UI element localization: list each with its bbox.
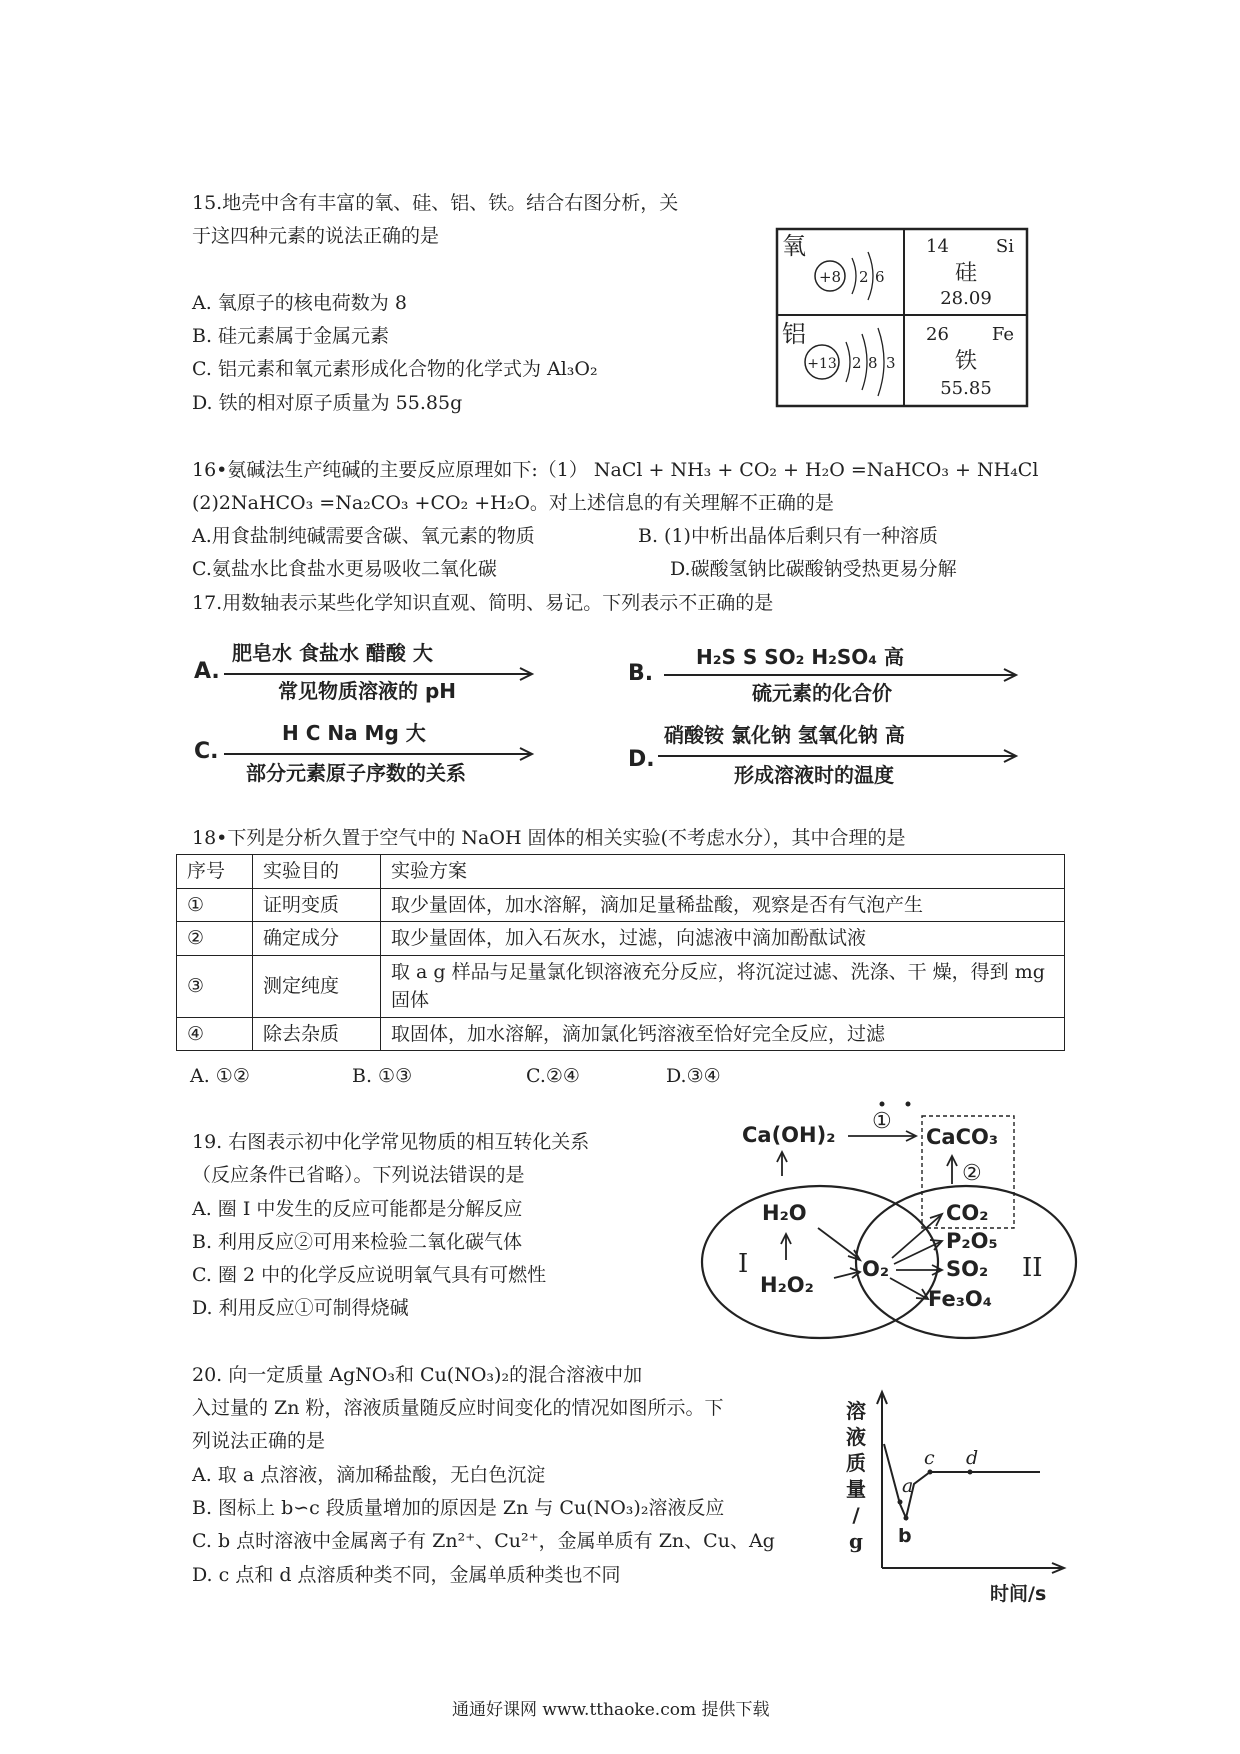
oxygen-nucleus-charge: +8: [818, 268, 842, 286]
iron-number: 26: [926, 324, 949, 345]
q19-option-a: A. 圈 I 中发生的反应可能都是分解反应: [192, 1198, 523, 1220]
table-row: [177, 922, 1065, 956]
q18-stem: 18•下列是分析久置于空气中的 NaOH 固体的相关实验(不考虑水分），其中合理的是: [192, 827, 906, 849]
circle-1-label: I: [738, 1249, 749, 1279]
oxygen-shell-1-electrons: 2: [859, 268, 869, 286]
svg-text:H₂S S SO₂ H₂SO₄ 高: H₂S S SO₂ H₂SO₄ 高: [696, 645, 904, 669]
point-b-label: b: [898, 1525, 912, 1547]
point-b: [904, 1516, 909, 1521]
q15-option-b: B. 硅元素属于金属元素: [192, 325, 390, 347]
row-index: ③: [177, 955, 253, 1017]
fe3o4-label: Fe₃O₄: [928, 1287, 992, 1311]
x-axis-label: 时间/s: [990, 1583, 1047, 1605]
q20-line2: 入过量的 Zn 粉，溶液质量随反应时间变化的情况如图所示。下: [192, 1397, 724, 1419]
point-d-label: d: [966, 1447, 979, 1469]
header-plan: 实验方案: [381, 855, 1065, 889]
q19-option-b: B. 利用反应②可用来检验二氧化碳气体: [192, 1231, 523, 1253]
point-c: [928, 1470, 933, 1475]
circle-2-label: II: [1022, 1253, 1043, 1283]
y-axis-label-char: g: [849, 1529, 863, 1553]
point-d: [968, 1470, 973, 1475]
q15-option-a: A. 氧原子的核电荷数为 8: [192, 292, 407, 314]
svg-text:C.: C.: [194, 739, 219, 764]
y-axis-label: [846, 1399, 866, 1553]
p2o5-label: P₂O₅: [946, 1229, 998, 1253]
q16-option-d: D.碳酸氢钠比碳酸钠受热更易分解: [670, 558, 957, 580]
point-a: [898, 1500, 903, 1505]
reaction-1-label: ①: [872, 1109, 892, 1134]
q18-answer-a: A. ①②: [190, 1065, 250, 1087]
iron-name: 铁: [954, 349, 978, 374]
q16-option-a: A.用食盐制纯碱需要含碳、氧元素的物质: [192, 525, 535, 547]
y-axis-label-char: 质: [846, 1451, 866, 1475]
q18-answer-c: C.②④: [526, 1065, 580, 1087]
row-purpose: 测定纯度: [253, 955, 381, 1017]
so2-label: SO₂: [946, 1257, 989, 1281]
q19-line1: 19. 右图表示初中化学常见物质的相互转化关系: [192, 1131, 590, 1153]
mass-time-chart: [840, 1384, 1080, 1610]
svg-text:H C Na Mg 大: H C Na Mg 大: [282, 721, 426, 745]
q16-option-b: B. (1)中析出晶体后剩只有一种溶质: [638, 525, 938, 547]
svg-text:肥皂水 食盐水 醋酸 大: 肥皂水 食盐水 醋酸 大: [232, 641, 433, 665]
oxygen-shell-1: [852, 258, 856, 294]
silicon-mass: 28.09: [940, 288, 992, 309]
svg-text:B.: B.: [628, 661, 654, 686]
table-row: [177, 1017, 1065, 1051]
aluminium-shell-1-electrons: 2: [852, 354, 862, 372]
q20-option-a: A. 取 a 点溶液，滴加稀盐酸，无白色沉淀: [192, 1464, 546, 1486]
h2o-label: H₂O: [762, 1201, 807, 1225]
row-index: ①: [177, 888, 253, 922]
number-line-d: [624, 718, 1024, 798]
q19-option-d: D. 利用反应①可制得烧碱: [192, 1297, 409, 1319]
iron-mass: 55.85: [940, 378, 992, 399]
aluminium-nucleus-charge: +13: [807, 356, 837, 372]
row-plan: 取 a g 样品与足量氯化钡溶液充分反应，将沉淀过滤、洗涤、干 燥，得到 mg 固体: [381, 955, 1065, 1017]
q20-line3: 列说法正确的是: [192, 1430, 326, 1452]
q19-line2: （反应条件已省略）。下列说法错误的是: [192, 1164, 525, 1186]
q15-option-d: D. 铁的相对原子质量为 55.85g: [192, 392, 463, 414]
q20-option-c: C. b 点时溶液中金属离子有 Zn²⁺、Cu²⁺，金属单质有 Zn、Cu、Ag: [192, 1530, 775, 1552]
y-axis-label-char: 液: [846, 1425, 866, 1449]
reaction-2-label: ②: [962, 1161, 982, 1186]
number-line-a: [190, 640, 550, 720]
caco3-label: CaCO₃: [926, 1125, 999, 1149]
conversion-diagram: [690, 1090, 1090, 1350]
row-plan: 取固体，加水溶解，滴加氯化钙溶液至恰好完全反应，过滤: [381, 1017, 1065, 1051]
q18-answer-d: D.③④: [666, 1065, 721, 1087]
number-line-c: [190, 718, 550, 798]
aluminium-name: 铝: [782, 320, 806, 348]
q16-line1: 16•氨碱法生产纯碱的主要反应原理如下:（1） NaCl + NH₃ + CO₂ + H₂O =NaHCO₃ + NH₄Cl: [192, 459, 1039, 481]
oxygen-name: 氧: [782, 232, 806, 260]
silicon-name: 硅: [954, 261, 978, 286]
q17-stem: 17.用数轴表示某些化学知识直观、简明、易记。下列表示不正确的是: [192, 592, 774, 614]
element-info-figure: [776, 228, 1030, 408]
row-plan: 取少量固体，加水溶解，滴加足量稀盐酸，观察是否有气泡产生: [381, 888, 1065, 922]
aluminium-shell-3: [878, 328, 884, 396]
silicon-number: 14: [926, 236, 949, 257]
oxygen-shell-2-electrons: 6: [875, 268, 885, 286]
table-row: [177, 955, 1065, 1017]
point-c-label: c: [924, 1447, 935, 1469]
number-line-b: [624, 640, 1024, 720]
svg-text:A.: A.: [194, 659, 220, 684]
q18-answer-b: B. ①③: [352, 1065, 413, 1087]
iron-symbol: Fe: [991, 324, 1014, 345]
y-axis-label-char: /: [852, 1503, 860, 1527]
row-index: ④: [177, 1017, 253, 1051]
q16-option-c: C.氨盐水比食盐水更易吸收二氧化碳: [192, 558, 497, 580]
caoh2-label: Ca(OH)₂: [742, 1123, 836, 1147]
svg-text:D.: D.: [628, 747, 655, 772]
table-row: [177, 888, 1065, 922]
silicon-symbol: Si: [995, 236, 1014, 257]
q15-line1: 15.地壳中含有丰富的氧、硅、铝、铁。结合右图分析，关: [192, 192, 679, 214]
row-purpose: 确定成分: [253, 922, 381, 956]
y-axis-label-char: 量: [846, 1477, 866, 1501]
row-plan: 取少量固体，加入石灰水，过滤，向滤液中滴加酚酞试液: [381, 922, 1065, 956]
header-purpose: 实验目的: [253, 855, 381, 889]
aluminium-shell-2: [862, 334, 867, 390]
o2-label: O₂: [862, 1257, 890, 1281]
q15-line2: 于这四种元素的说法正确的是: [192, 225, 440, 247]
footer-credit: 通通好课网 www.tthaoke.com 提供下载: [452, 1700, 770, 1720]
svg-text:部分元素原子序数的关系: 部分元素原子序数的关系: [246, 761, 466, 785]
aluminium-shell-1: [846, 342, 850, 382]
q19-option-c: C. 圈 2 中的化学反应说明氧气具有可燃性: [192, 1264, 547, 1286]
row-purpose: 除去杂质: [253, 1017, 381, 1051]
aluminium-shell-3-electrons: 3: [886, 354, 896, 372]
h2o2-label: H₂O₂: [760, 1273, 814, 1297]
svg-text:形成溶液时的温度: 形成溶液时的温度: [734, 763, 894, 787]
q16-line2: (2)2NaHCO₃ =Na₂CO₃ +CO₂ +H₂O。对上述信息的有关理解不正确的是: [192, 492, 834, 514]
svg-text:硫元素的化合价: 硫元素的化合价: [752, 681, 892, 705]
aluminium-shell-2-electrons: 8: [868, 354, 878, 372]
table-header-row: [177, 855, 1065, 889]
co2-label: CO₂: [946, 1201, 989, 1225]
q20-line1: 20. 向一定质量 AgNO₃和 Cu(NO₃)₂的混合溶液中加: [192, 1364, 643, 1386]
point-a-label: a: [902, 1475, 914, 1497]
y-axis-label-char: 溶: [846, 1399, 866, 1423]
q15-option-c: C. 铝元素和氧元素形成化合物的化学式为 Al₃O₂: [192, 358, 598, 380]
svg-text:硝酸铵 氯化钠 氢氧化钠 高: 硝酸铵 氯化钠 氢氧化钠 高: [664, 723, 905, 747]
q20-option-d: D. c 点和 d 点溶质种类不同，金属单质种类也不同: [192, 1564, 621, 1586]
q18-experiment-table: [176, 854, 1065, 1051]
row-index: ②: [177, 922, 253, 956]
oxygen-shell-2: [868, 252, 873, 300]
svg-text:常见物质溶液的 pH: 常见物质溶液的 pH: [278, 679, 457, 703]
row-purpose: 证明变质: [253, 888, 381, 922]
q20-option-b: B. 图标上 b∽c 段质量增加的原因是 Zn 与 Cu(NO₃)₂溶液反应: [192, 1497, 725, 1519]
header-index: 序号: [177, 855, 253, 889]
